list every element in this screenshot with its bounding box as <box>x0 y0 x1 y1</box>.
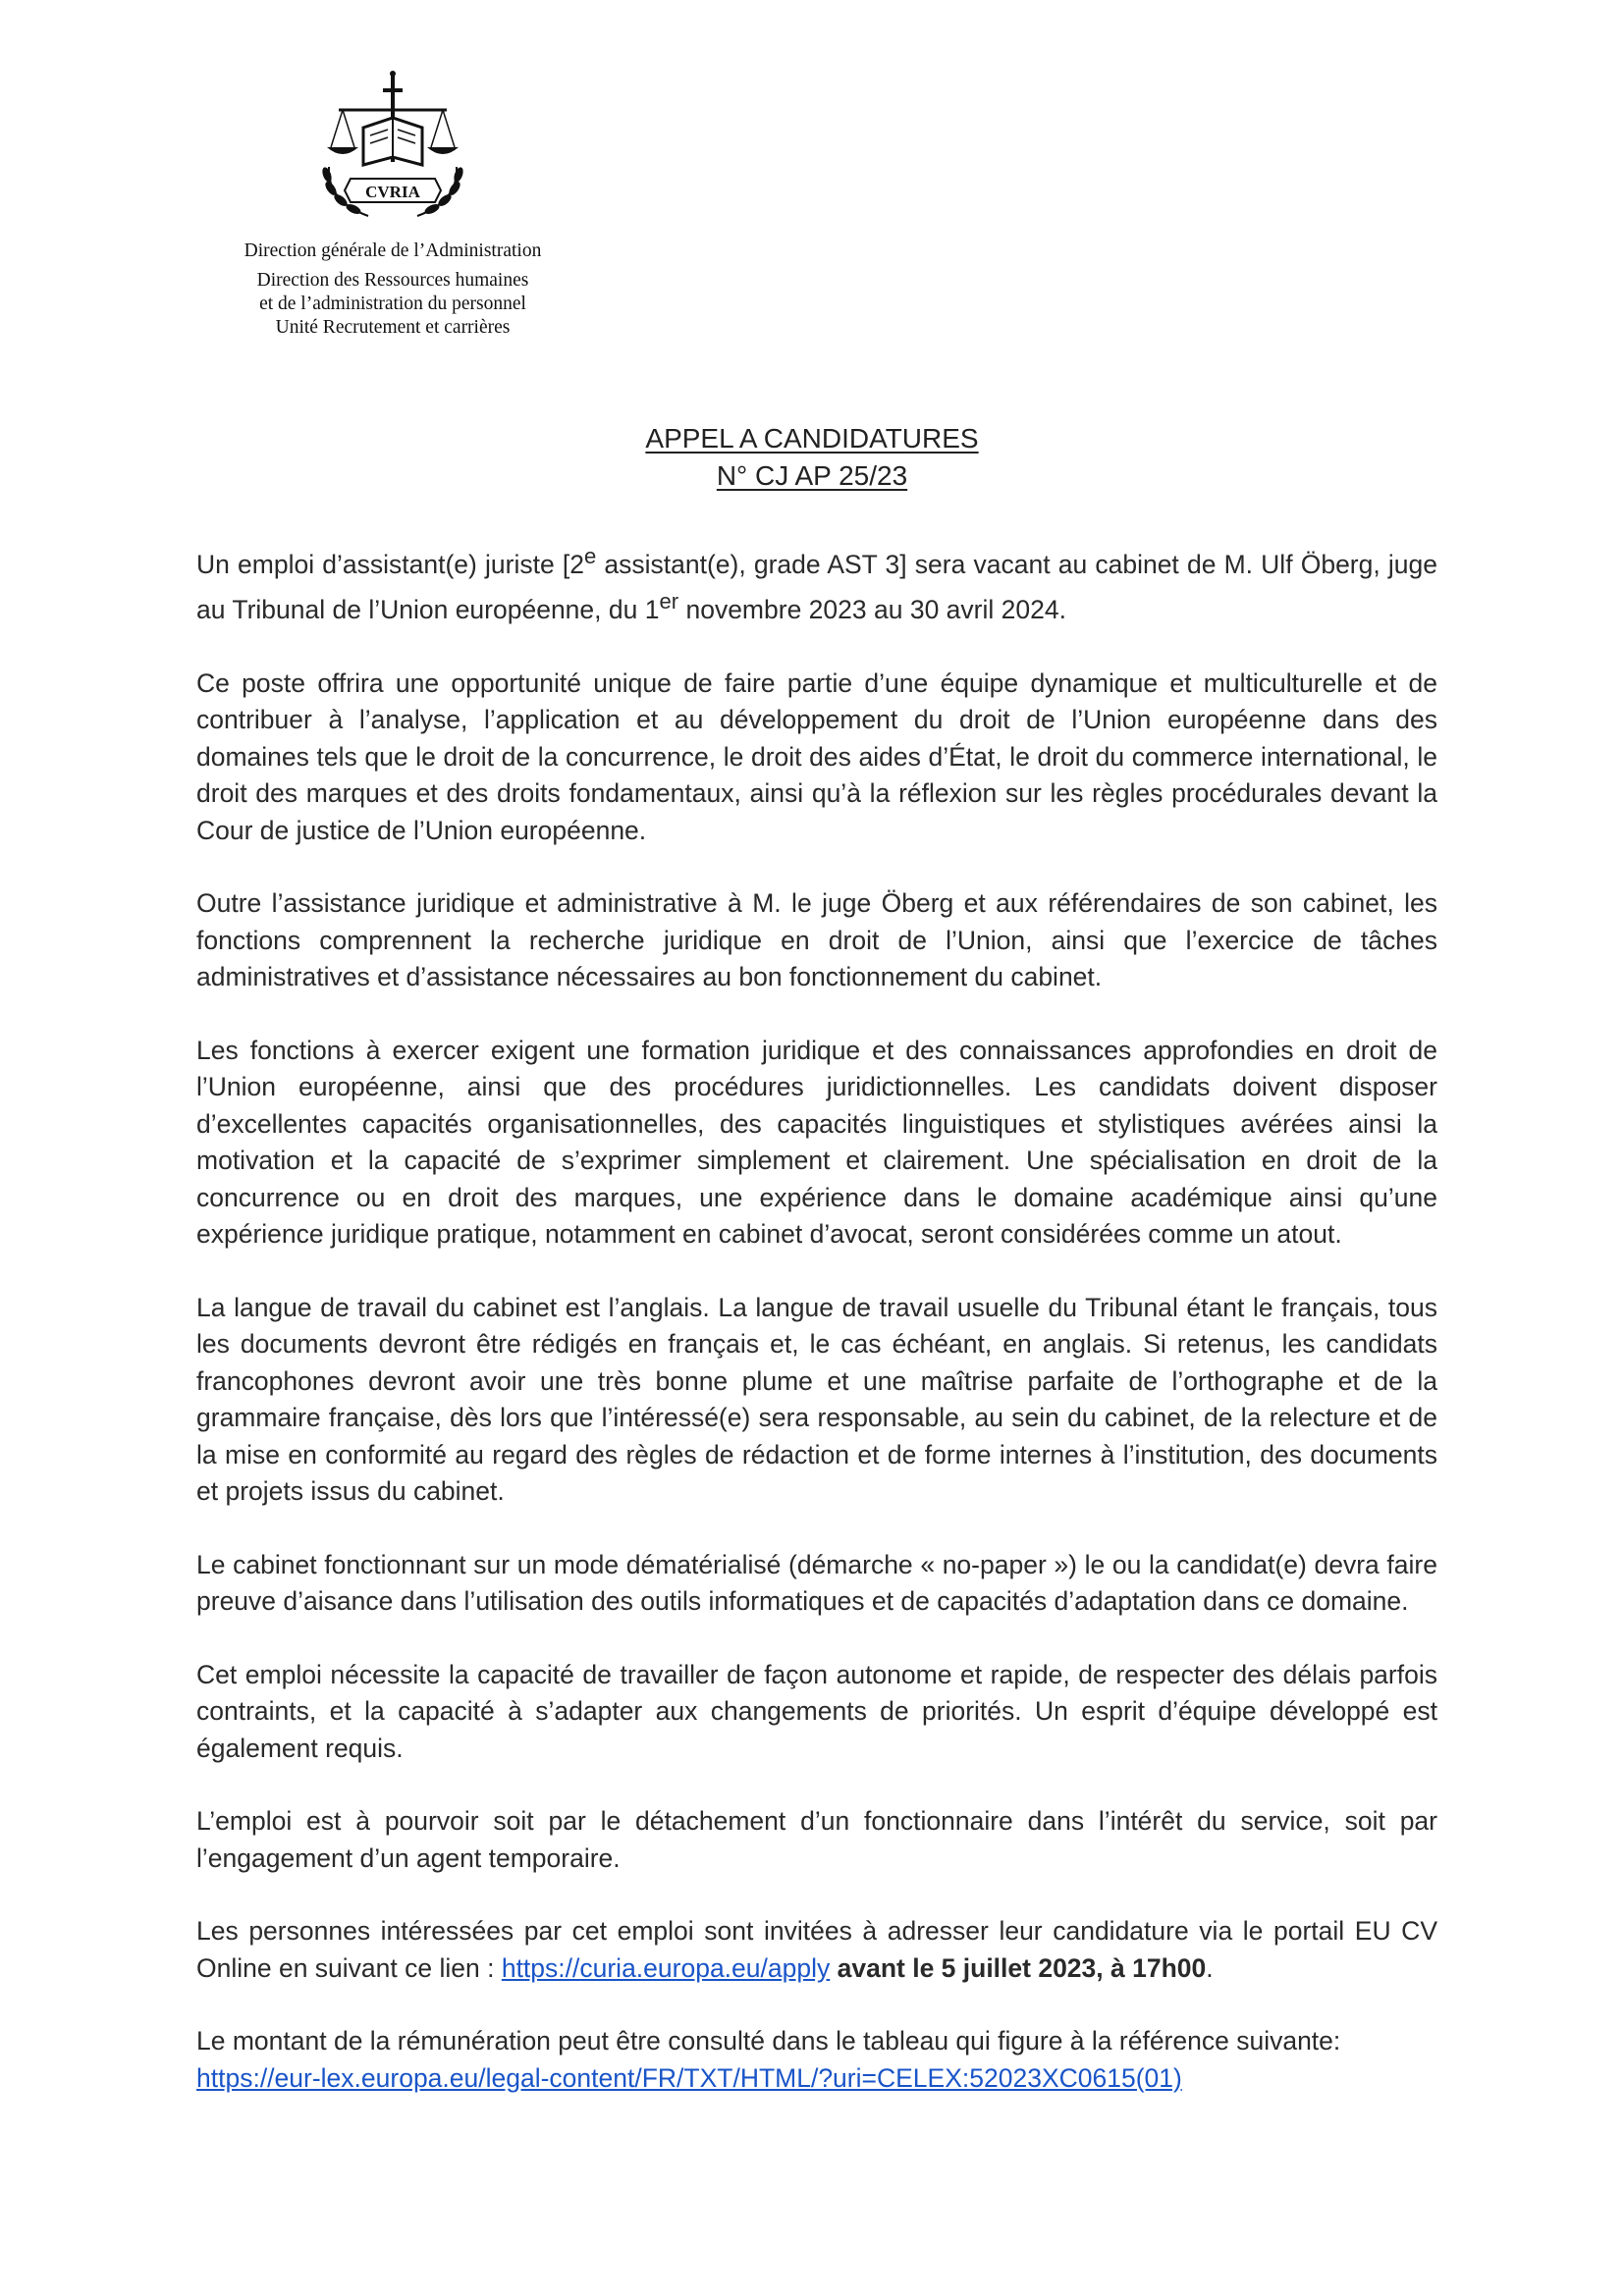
apply-link[interactable]: https://curia.europa.eu/apply <box>501 1952 831 1983</box>
page-title <box>0 420 1624 495</box>
paragraph-recruitment: L’emploi est à pourvoir soit par le détachement d’un fonctionnaire dans l’intérêt du service, soit par l’engagement d’un agent temporaire. <box>196 1806 1437 1873</box>
title-line-1: APPEL A CANDIDATURES <box>645 423 979 454</box>
paragraph-opportunity: Ce poste offrira une opportunité unique de faire partie d’une équipe dynamique et multiculturelle et de contribuer à l’analyse, l’application et au développement du droit de l’Union européenne dans des domaines tels que le droit de la concurrence, le droit des aides d’État, le droit du commerce international, le droit des marques et des droits fondamentaux, ainsi qu’à la réflexion sur les règles procédurales devant la Cour de justice de l’Union européenne. <box>196 667 1437 845</box>
curia-emblem-logo <box>309 69 476 226</box>
paragraph-no-paper: Le cabinet fonctionnant sur un mode dématérialisé (démarche « no-paper ») le ou la candidat(e) devra faire preuve d’aisance dans l’utilisation des outils informatiques et de capacités d’adaptation dans ce domaine. <box>196 1549 1437 1617</box>
paragraph-language: La langue de travail du cabinet est l’anglais. La langue de travail usuelle du Tribunal étant le français, tous les documents devront être rédigés en français et, le cas échéant, en anglais. Si retenus, les candidats francophones devront avoir une très bonne plume et une maîtrise parfaite de l’orthographe et de la grammaire française, dès lors que l’intéressé(e) sera responsable, au sein du cabinet, de la relecture et de la mise en conformité au regard des règles de rédaction et de forme internes à l’institution, des documents et projets issus du cabinet. <box>196 1292 1437 1507</box>
document-body <box>196 538 1437 2133</box>
eur-lex-link[interactable]: https://eur-lex.europa.eu/legal-content/FR/TXT/HTML/?uri=CELEX:52023XC0615(01) <box>196 2062 1182 2093</box>
paragraph-remuneration: Le montant de la rémunération peut être consulté dans le tableau qui figure à la référence suivante: https://eur-lex.europa.eu/legal-content/FR/TXT/HTML/?uri=CELEX:52023XC0615(01) <box>196 2026 1341 2093</box>
paragraph-skills: Cet emploi nécessite la capacité de travailler de façon autonome et rapide, de respecter des délais parfois contraints, et la capacité à s’adapter aux changements de priorités. Un esprit d’équipe développé est également requis. <box>196 1659 1437 1763</box>
direction-generale: Direction générale de l’Administration <box>244 240 542 261</box>
logo-text: CVRIA <box>365 183 420 201</box>
unit-block <box>196 269 589 340</box>
paragraph-vacancy: Un emploi d’assistant(e) juriste [2e assistant(e), grade AST 3] sera vacant au cabinet de M. Ulf Öberg, juge au Tribunal de l’Union européenne, du 1er novembre 2023 au 30 avril 2024. <box>196 544 1437 625</box>
paragraph-application: Les personnes intéressées par cet emploi sont invitées à adresser leur candidature via le portail EU CV Online en suivant ce lien : https://curia.europa.eu/apply avant le 5 juillet 2023, à 17h00. <box>196 1916 1437 1983</box>
letterhead <box>196 69 589 340</box>
unit-line: et de l’administration du personnel <box>259 294 526 314</box>
deadline-text: avant le 5 juillet 2023, à 17h00 <box>830 1952 1207 1983</box>
unit-line: Direction des Ressources humaines <box>256 270 529 291</box>
paragraph-requirements: Les fonctions à exercer exigent une formation juridique et des connaissances approfondies en droit de l’Union européenne, ainsi que des procédures juridictionnelles. Les candidats doivent disposer d’excellentes capacités organisationnelles, des capacités linguistiques et stylistiques avérées ainsi la motivation et la capacité de s’exprimer simplement et clairement. Une spécialisation en droit de la concurrence ou en droit des marques, une expérience dans le domaine académique ainsi qu’une expérience juridique pratique, notamment en cabinet d’avocat, seront considérées comme un atout. <box>196 1035 1437 1250</box>
title-line-2: N° CJ AP 25/23 <box>716 460 908 491</box>
paragraph-duties: Outre l’assistance juridique et administrative à M. le juge Öberg et aux référendaires de son cabinet, les fonctions comprennent la recherche juridique en droit de l’Union, ainsi que l’exercice de tâches administratives et d’assistance nécessaires au bon fonctionnement du cabinet. <box>196 888 1437 992</box>
unit-line: Unité Recrutement et carrières <box>275 317 511 338</box>
